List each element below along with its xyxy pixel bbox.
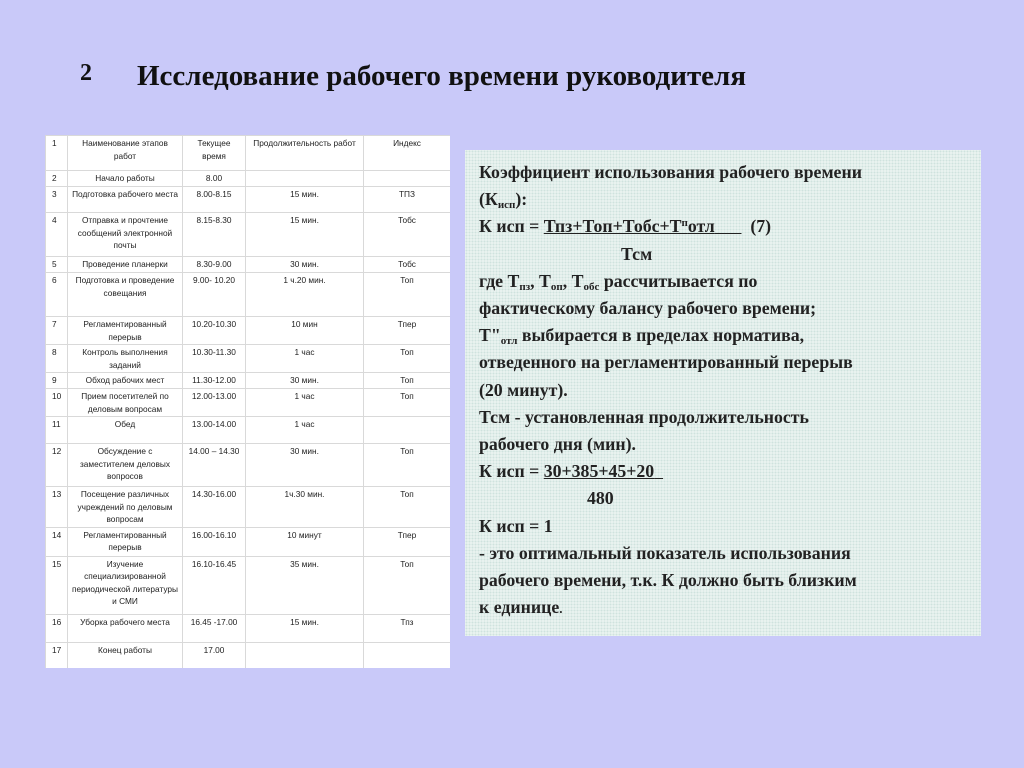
table-row xyxy=(46,642,451,668)
text-fragment: (К xyxy=(479,189,498,210)
header-duration: Продолжительность работ xyxy=(246,136,364,171)
text-fragment: Т" xyxy=(479,325,501,346)
row-duration xyxy=(246,171,364,187)
table-row xyxy=(46,389,451,417)
formula-main xyxy=(479,213,967,240)
row-duration: 10 минут xyxy=(246,527,364,556)
subscript: исп xyxy=(497,199,516,212)
table-row xyxy=(46,527,451,556)
row-duration: 1 ч.20 мин. xyxy=(246,273,364,317)
row-index xyxy=(364,417,451,444)
row-stage: Подготовка рабочего места xyxy=(68,187,183,213)
text-fragment: К исп = xyxy=(479,461,544,482)
formula-line: рабочего времени, т.к. К должно быть близким xyxy=(479,570,857,591)
formula-denominator: Тсм xyxy=(621,243,653,264)
slide-number: 2 xyxy=(80,60,92,86)
formula-line xyxy=(479,268,967,295)
row-duration: 30 мин. xyxy=(246,444,364,487)
subscript: оп xyxy=(550,280,563,293)
row-stage: Отправка и прочтение сообщений электронной почты xyxy=(68,213,183,257)
row-stage: Проведение планерки xyxy=(68,257,183,273)
header-stage: Наименование этапов работ xyxy=(68,136,183,171)
formula-result: К исп = 1 xyxy=(479,515,553,536)
row-index: Топ xyxy=(364,389,451,417)
row-duration xyxy=(246,642,364,668)
row-index: Тпер xyxy=(364,527,451,556)
formula-line xyxy=(479,322,967,349)
formula-line: Тсм - установленная продолжительность xyxy=(479,406,809,427)
row-index: Топ xyxy=(364,444,451,487)
row-time: 8.15-8.30 xyxy=(183,213,246,257)
row-stage: Регламентированный перерыв xyxy=(68,527,183,556)
header-number: 1 xyxy=(46,136,68,171)
row-duration: 15 мин. xyxy=(246,187,364,213)
text-fragment: ): xyxy=(515,189,528,210)
table-row xyxy=(46,417,451,444)
table-row xyxy=(46,345,451,373)
slide-title: Исследование рабочего времени руководителя xyxy=(137,60,747,92)
schedule-table xyxy=(45,135,450,668)
subscript: отл xyxy=(500,335,518,348)
row-duration: 30 мин. xyxy=(246,373,364,389)
row-number: 5 xyxy=(46,257,68,273)
row-time: 8.00-8.15 xyxy=(183,187,246,213)
table-row xyxy=(46,187,451,213)
formula-line: - это оптимальный показатель использования xyxy=(479,542,851,563)
table-row xyxy=(46,614,451,642)
work-time-table xyxy=(45,135,450,668)
row-index xyxy=(364,642,451,668)
formula-line xyxy=(479,186,967,213)
formula-calc xyxy=(479,458,967,485)
row-duration: 30 мин. xyxy=(246,257,364,273)
row-number: 7 xyxy=(46,317,68,345)
row-index: Топ xyxy=(364,345,451,373)
schedule-table-body xyxy=(46,136,451,669)
row-stage: Конец работы xyxy=(68,642,183,668)
row-time: 12.00-13.00 xyxy=(183,389,246,417)
row-index: Тпз xyxy=(364,614,451,642)
text-fragment: к единице xyxy=(479,597,560,618)
row-index xyxy=(364,171,451,187)
text-fragment: выбирается в пределах норматива, xyxy=(517,325,805,346)
header-time: Текущее время xyxy=(183,136,246,171)
row-number: 10 xyxy=(46,389,68,417)
row-time: 17.00 xyxy=(183,642,246,668)
row-stage: Подготовка и проведение совещания xyxy=(68,273,183,317)
row-index: Топ xyxy=(364,273,451,317)
text-fragment: , Т xyxy=(562,270,584,291)
row-stage: Прием посетителей по деловым вопросам xyxy=(68,389,183,417)
row-number: 15 xyxy=(46,556,68,614)
row-time: 8.30-9.00 xyxy=(183,257,246,273)
row-index: Топ xyxy=(364,556,451,614)
row-index: Топ xyxy=(364,373,451,389)
row-time: 16.10-16.45 xyxy=(183,556,246,614)
row-time: 10.30-11.30 xyxy=(183,345,246,373)
row-time: 14.00 – 14.30 xyxy=(183,444,246,487)
row-duration: 10 мин xyxy=(246,317,364,345)
row-time: 9.00- 10.20 xyxy=(183,273,246,317)
row-time: 14.30-16.00 xyxy=(183,487,246,528)
row-index: ТПЗ xyxy=(364,187,451,213)
row-time: 11.30-12.00 xyxy=(183,373,246,389)
row-number: 12 xyxy=(46,444,68,487)
formula-panel xyxy=(465,150,981,636)
row-time: 13.00-14.00 xyxy=(183,417,246,444)
row-duration: 1 час xyxy=(246,389,364,417)
text-fragment: , Т xyxy=(530,270,551,291)
table-row xyxy=(46,317,451,345)
subscript: обс xyxy=(583,280,600,293)
row-time: 10.20-10.30 xyxy=(183,317,246,345)
table-row xyxy=(46,273,451,317)
formula-number: (7) xyxy=(750,216,772,237)
text-fragment: где Т xyxy=(479,270,520,291)
text-fragment: Тпз+Топ+Тобс+Т xyxy=(543,216,682,237)
formula-line: отведенного на регламентированный перерыв xyxy=(479,352,853,373)
row-number: 4 xyxy=(46,213,68,257)
row-number: 6 xyxy=(46,273,68,317)
row-number: 8 xyxy=(46,345,68,373)
table-row xyxy=(46,373,451,389)
row-index: Тпер xyxy=(364,317,451,345)
formula-line: (20 минут). xyxy=(479,379,568,400)
text-fragment: . xyxy=(559,601,563,617)
table-row xyxy=(46,213,451,257)
row-index: Тобс xyxy=(364,213,451,257)
subscript: пз xyxy=(519,280,531,293)
text-fragment: К исп = xyxy=(479,216,544,237)
row-duration: 15 мин. xyxy=(246,213,364,257)
row-duration: 15 мин. xyxy=(246,614,364,642)
row-number: 13 xyxy=(46,487,68,528)
row-number: 17 xyxy=(46,642,68,668)
row-stage: Посещение различных учреждений по деловым вопросам xyxy=(68,487,183,528)
row-time: 16.00-16.10 xyxy=(183,527,246,556)
table-row xyxy=(46,556,451,614)
row-stage: Начало работы xyxy=(68,171,183,187)
row-index: Топ xyxy=(364,487,451,528)
text-fragment: рассчитывается по xyxy=(599,270,758,291)
formula-line: рабочего дня (мин). xyxy=(479,434,636,455)
row-time: 16.45 -17.00 xyxy=(183,614,246,642)
coefficient-heading: Коэффициент использования рабочего времени xyxy=(479,162,862,182)
text-fragment: 30+385+45+20 xyxy=(543,461,655,482)
row-number: 11 xyxy=(46,417,68,444)
row-stage: Уборка рабочего места xyxy=(68,614,183,642)
formula-line xyxy=(479,594,967,622)
row-stage: Обсуждение с заместителем деловых вопросов xyxy=(68,444,183,487)
row-number: 2 xyxy=(46,171,68,187)
table-header-row xyxy=(46,136,451,171)
calc-numerator xyxy=(544,461,663,481)
row-number: 9 xyxy=(46,373,68,389)
row-stage: Изучение специализированной периодической литературы и СМИ xyxy=(68,556,183,614)
row-index: Тобс xyxy=(364,257,451,273)
row-duration: 1 час xyxy=(246,417,364,444)
row-stage: Регламентированный перерыв xyxy=(68,317,183,345)
row-number: 16 xyxy=(46,614,68,642)
row-time: 8.00 xyxy=(183,171,246,187)
row-stage: Контроль выполнения заданий xyxy=(68,345,183,373)
calc-denominator: 480 xyxy=(587,488,614,509)
superscript: п xyxy=(681,217,688,230)
table-row xyxy=(46,257,451,273)
row-number: 14 xyxy=(46,527,68,556)
formula-line: фактическому балансу рабочего времени; xyxy=(479,298,817,319)
table-row xyxy=(46,171,451,187)
row-stage: Обход рабочих мест xyxy=(68,373,183,389)
table-row xyxy=(46,487,451,528)
formula-numerator xyxy=(544,216,742,236)
row-duration: 35 мин. xyxy=(246,556,364,614)
row-duration: 1 час xyxy=(246,345,364,373)
text-fragment: отл xyxy=(687,216,715,237)
table-row xyxy=(46,444,451,487)
row-duration: 1ч.30 мин. xyxy=(246,487,364,528)
row-number: 3 xyxy=(46,187,68,213)
row-stage: Обед xyxy=(68,417,183,444)
header-index: Индекс xyxy=(364,136,451,171)
formula-line xyxy=(479,159,967,186)
